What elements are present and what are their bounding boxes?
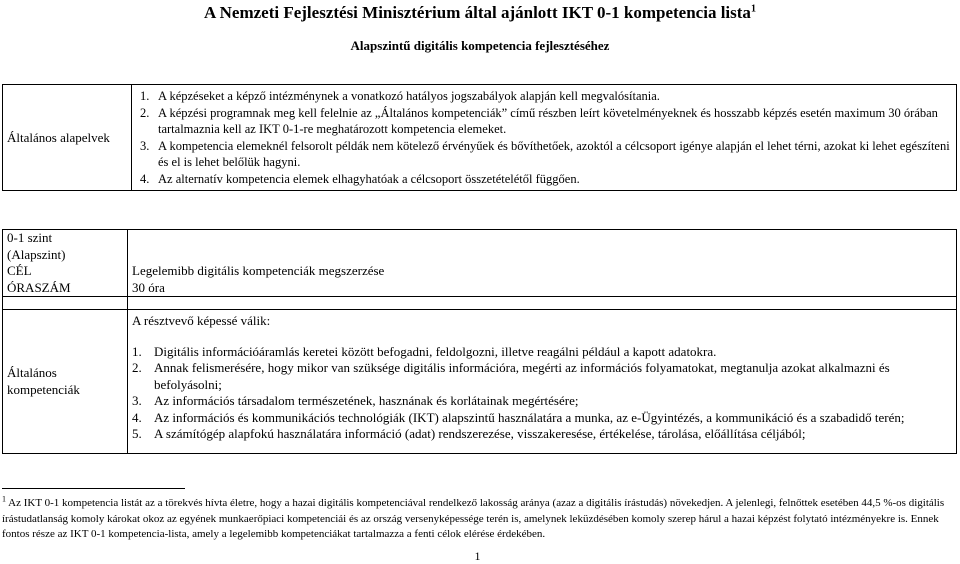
footnote-divider xyxy=(2,488,185,489)
hours-value: 30 óra xyxy=(132,279,165,295)
general-intro: A résztvevő képessé válik: xyxy=(132,313,271,328)
hours-label: ÓRASZÁM xyxy=(7,279,71,295)
item-text: A kompetencia elemeknél felsorolt példák nem kötelező érvényűek és bővíthetőek, azoktól a célcsoport igénye alapján el lehet térni, azokat ki lehet egészíteni és el is lehet belőlük hagyni. xyxy=(158,138,950,169)
document-title-text: A Nemzeti Fejlesztési Minisztérium által ajánlott IKT 0-1 kompetencia lista xyxy=(204,3,751,22)
item-text: A számítógép alapfokú használatára információ (adat) rendszerezése, visszakeresése, értékelése, tárolása, előállítása céljából; xyxy=(154,426,806,441)
footnote-text: Az IKT 0-1 kompetencia listát az a törekvés hívta életre, hogy a hazai digitális kompetenciával rendelkező lakosság aránya (azaz a digitális írástudás) növekedjen. A jelenlegi, felnőttek esetében 44,5 %-os digitális írástudatlanság komoly károkat okoz az egyének munkaerőpiaci kompetenciái és az ország versenyképessége terén is, amelynek leküzdésében komoly szerep hárul a hazai képzést folytató intézményekre is. Ennek fontos része az IKT 0-1 kompetencia-lista, amely a legelemibb kompetenciákat tartalmazza a fenti célok elérése érdekében. xyxy=(2,497,945,540)
list-item xyxy=(132,344,952,361)
footnote xyxy=(2,496,957,543)
page-number: 1 xyxy=(474,549,481,563)
list-item xyxy=(132,360,952,393)
document-title xyxy=(0,3,960,23)
principles-content xyxy=(132,85,957,191)
list-item xyxy=(136,88,952,105)
item-text: Annak felismerésére, hogy mikor van szüksége digitális információra, megérti az információs folyamatokat, megtanulja azokat alkalmazni és befolyásolni; xyxy=(154,360,890,392)
item-text: A képzéseket a képző intézménynek a vonatkozó hatályos jogszabályok alapján kell megvalósítania. xyxy=(158,89,660,103)
general-label-cell xyxy=(3,310,128,454)
goal-label: CÉL xyxy=(7,263,32,278)
item-number: 3. xyxy=(132,393,142,408)
list-item xyxy=(132,410,952,427)
item-text: Digitális információáramlás keretei között befogadni, feldolgozni, illetve reagálni például a kapott adatokra. xyxy=(154,343,717,359)
item-number: 3. xyxy=(140,138,150,153)
level-sublabel: (Alapszint) xyxy=(7,246,66,262)
title-footnote-mark[interactable]: 1 xyxy=(750,3,756,15)
item-number: 2. xyxy=(132,360,142,375)
level-value-cell xyxy=(128,230,957,297)
competency-table xyxy=(2,229,957,454)
level-label-cell xyxy=(3,230,128,297)
item-text: Az alternatív kompetencia elemek elhagyhatóak a célcsoport összetételétől függően. xyxy=(158,171,580,186)
principles-list xyxy=(136,88,952,187)
item-text: A képzési programnak meg kell felelnie az „Általános kompetenciák” című részben leírt követelményeknek és hosszabb képzés esetén maximum 30 órában tartalmaznia kell az IKT 0-1-re meghatározott kompetencia elemeket. xyxy=(158,105,938,136)
document-subtitle: Alapszintű digitális kompetencia fejlesztéséhez xyxy=(350,38,610,53)
principles-label: Általános alapelvek xyxy=(3,85,132,191)
item-number: 4. xyxy=(132,409,142,425)
list-item xyxy=(136,138,952,171)
item-number: 1. xyxy=(132,343,142,359)
list-item xyxy=(132,393,952,410)
spacer-cell xyxy=(128,297,957,310)
item-number: 4. xyxy=(140,171,150,186)
list-item xyxy=(136,105,952,138)
spacer-cell xyxy=(3,297,128,310)
general-content-cell xyxy=(128,310,957,454)
general-sublabel: kompetenciák xyxy=(7,381,80,397)
item-number: 1. xyxy=(140,89,150,103)
item-text: Az információs társadalom természetének, hasznának és korlátainak megértésére; xyxy=(154,393,579,408)
principles-table xyxy=(2,84,957,191)
item-text: Az információs és kommunikációs technológiák (IKT) alapszintű használatára a munka, az e-Ügyintézés, a kommunikáció és a szabadidő terén; xyxy=(154,409,905,425)
goal-value: Legelemibb digitális kompetenciák megszerzése xyxy=(132,263,385,278)
item-number: 2. xyxy=(140,105,150,120)
general-list xyxy=(132,344,952,443)
level-label: 0-1 szint xyxy=(7,230,53,245)
general-label: Általános xyxy=(7,365,57,380)
list-item xyxy=(132,426,952,443)
list-item xyxy=(136,171,952,188)
footnote-mark: 1 xyxy=(2,494,6,504)
item-number: 5. xyxy=(132,426,142,441)
